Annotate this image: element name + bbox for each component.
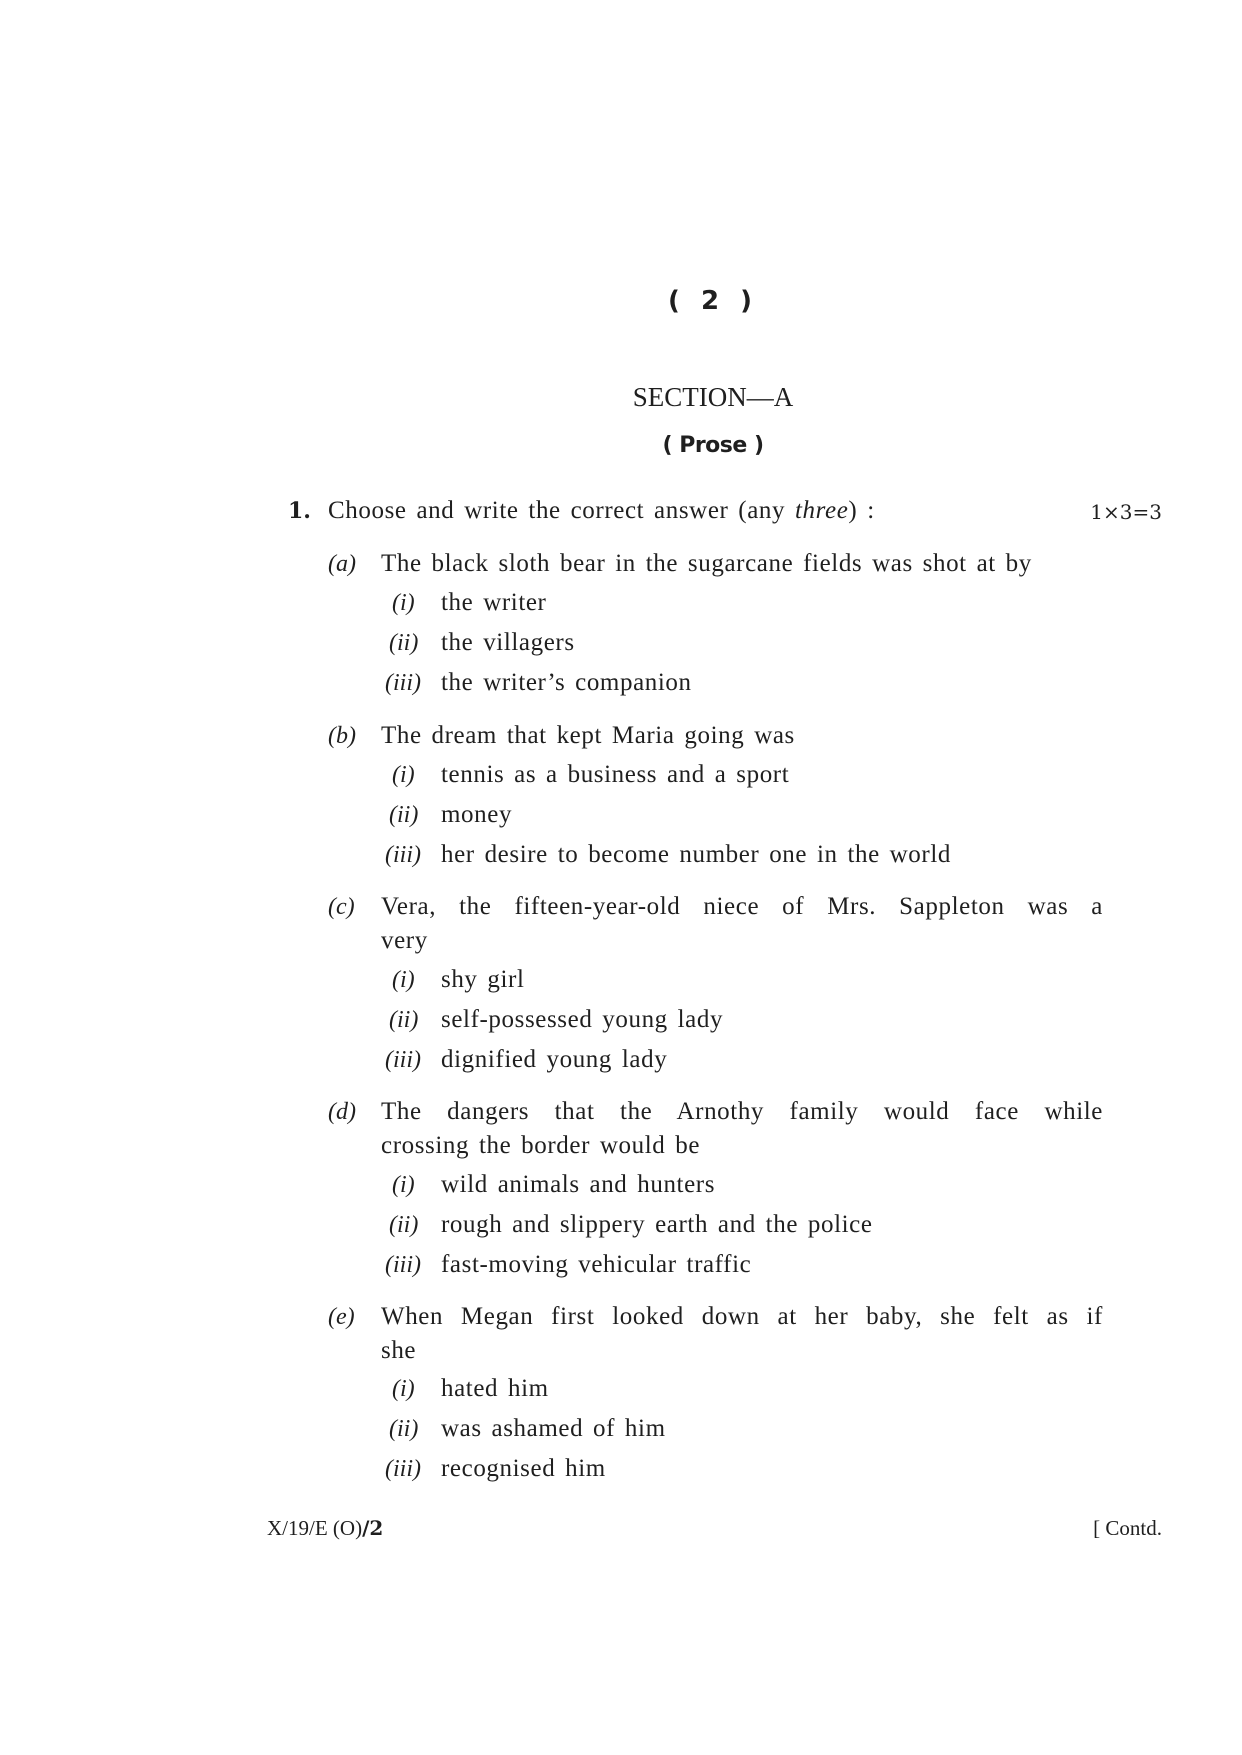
footer-paper-code	[267, 1516, 383, 1541]
option-text: was ashamed of him	[441, 1415, 666, 1442]
option-label: (ii)	[389, 630, 419, 656]
part-stem-line-2: crossing the border would be	[381, 1132, 701, 1159]
question-instruction	[328, 497, 875, 525]
part-label: (d)	[328, 1099, 356, 1125]
option-label: (i)	[392, 1172, 415, 1198]
option-text: the writer	[441, 589, 547, 616]
option-label: (iii)	[385, 670, 421, 696]
option-text: rough and slippery earth and the police	[441, 1211, 873, 1238]
option-text: money	[441, 801, 513, 828]
option-label: (ii)	[389, 1416, 419, 1442]
option-label: (iii)	[385, 1252, 421, 1278]
part-label: (e)	[328, 1304, 355, 1330]
part-stem-line-1: Vera, the fifteen-year-old niece of Mrs. Sappleton was a	[381, 893, 1103, 920]
option-label: (iii)	[385, 1047, 421, 1073]
option-text: wild animals and hunters	[441, 1171, 716, 1198]
option-text: dignified young lady	[441, 1046, 668, 1073]
page-code: /2	[362, 1516, 384, 1540]
option-label: (ii)	[389, 1212, 419, 1238]
option-label: (ii)	[389, 802, 419, 828]
paper-code: X/19/E (O)	[267, 1516, 363, 1540]
option-text: shy girl	[441, 966, 525, 993]
question-marks: 1×3=3	[1090, 500, 1162, 524]
option-label: (iii)	[385, 842, 421, 868]
part-stem: The black sloth bear in the sugarcane fields was shot at by	[381, 550, 1032, 577]
section-title: SECTION—A	[632, 382, 794, 412]
option-text: tennis as a business and a sport	[441, 761, 790, 788]
option-text: her desire to become number one in the world	[441, 841, 951, 868]
part-stem-line-2: very	[381, 927, 428, 954]
option-label: (ii)	[389, 1007, 419, 1033]
part-stem-line-1: When Megan first looked down at her baby, she felt as if	[381, 1303, 1103, 1330]
question-number: 1.	[288, 498, 311, 524]
option-text: hated him	[441, 1375, 549, 1402]
option-text: the villagers	[441, 629, 575, 656]
option-text: the writer’s companion	[441, 669, 692, 696]
page-number: ( 2 )	[668, 286, 758, 316]
option-label: (iii)	[385, 1456, 421, 1482]
option-text: recognised him	[441, 1455, 606, 1482]
part-label: (a)	[328, 551, 356, 577]
instruction-text: Choose and write the correct answer (any	[328, 497, 795, 524]
option-label: (i)	[392, 967, 415, 993]
instruction-emphasis: three	[794, 497, 849, 524]
footer-continued: [ Contd.	[1093, 1516, 1162, 1540]
option-label: (i)	[392, 1376, 415, 1402]
part-stem-line-1: The dangers that the Arnothy family would face while	[381, 1098, 1103, 1125]
option-text: self-possessed young lady	[441, 1006, 724, 1033]
part-label: (b)	[328, 723, 356, 749]
option-text: fast-moving vehicular traffic	[441, 1251, 752, 1278]
instruction-text-end: ) :	[848, 497, 875, 524]
option-label: (i)	[392, 590, 415, 616]
part-label: (c)	[328, 894, 355, 920]
option-label: (i)	[392, 762, 415, 788]
part-stem: The dream that kept Maria going was	[381, 722, 795, 749]
section-subtitle: ( Prose )	[662, 433, 764, 458]
part-stem-line-2: she	[381, 1337, 417, 1364]
